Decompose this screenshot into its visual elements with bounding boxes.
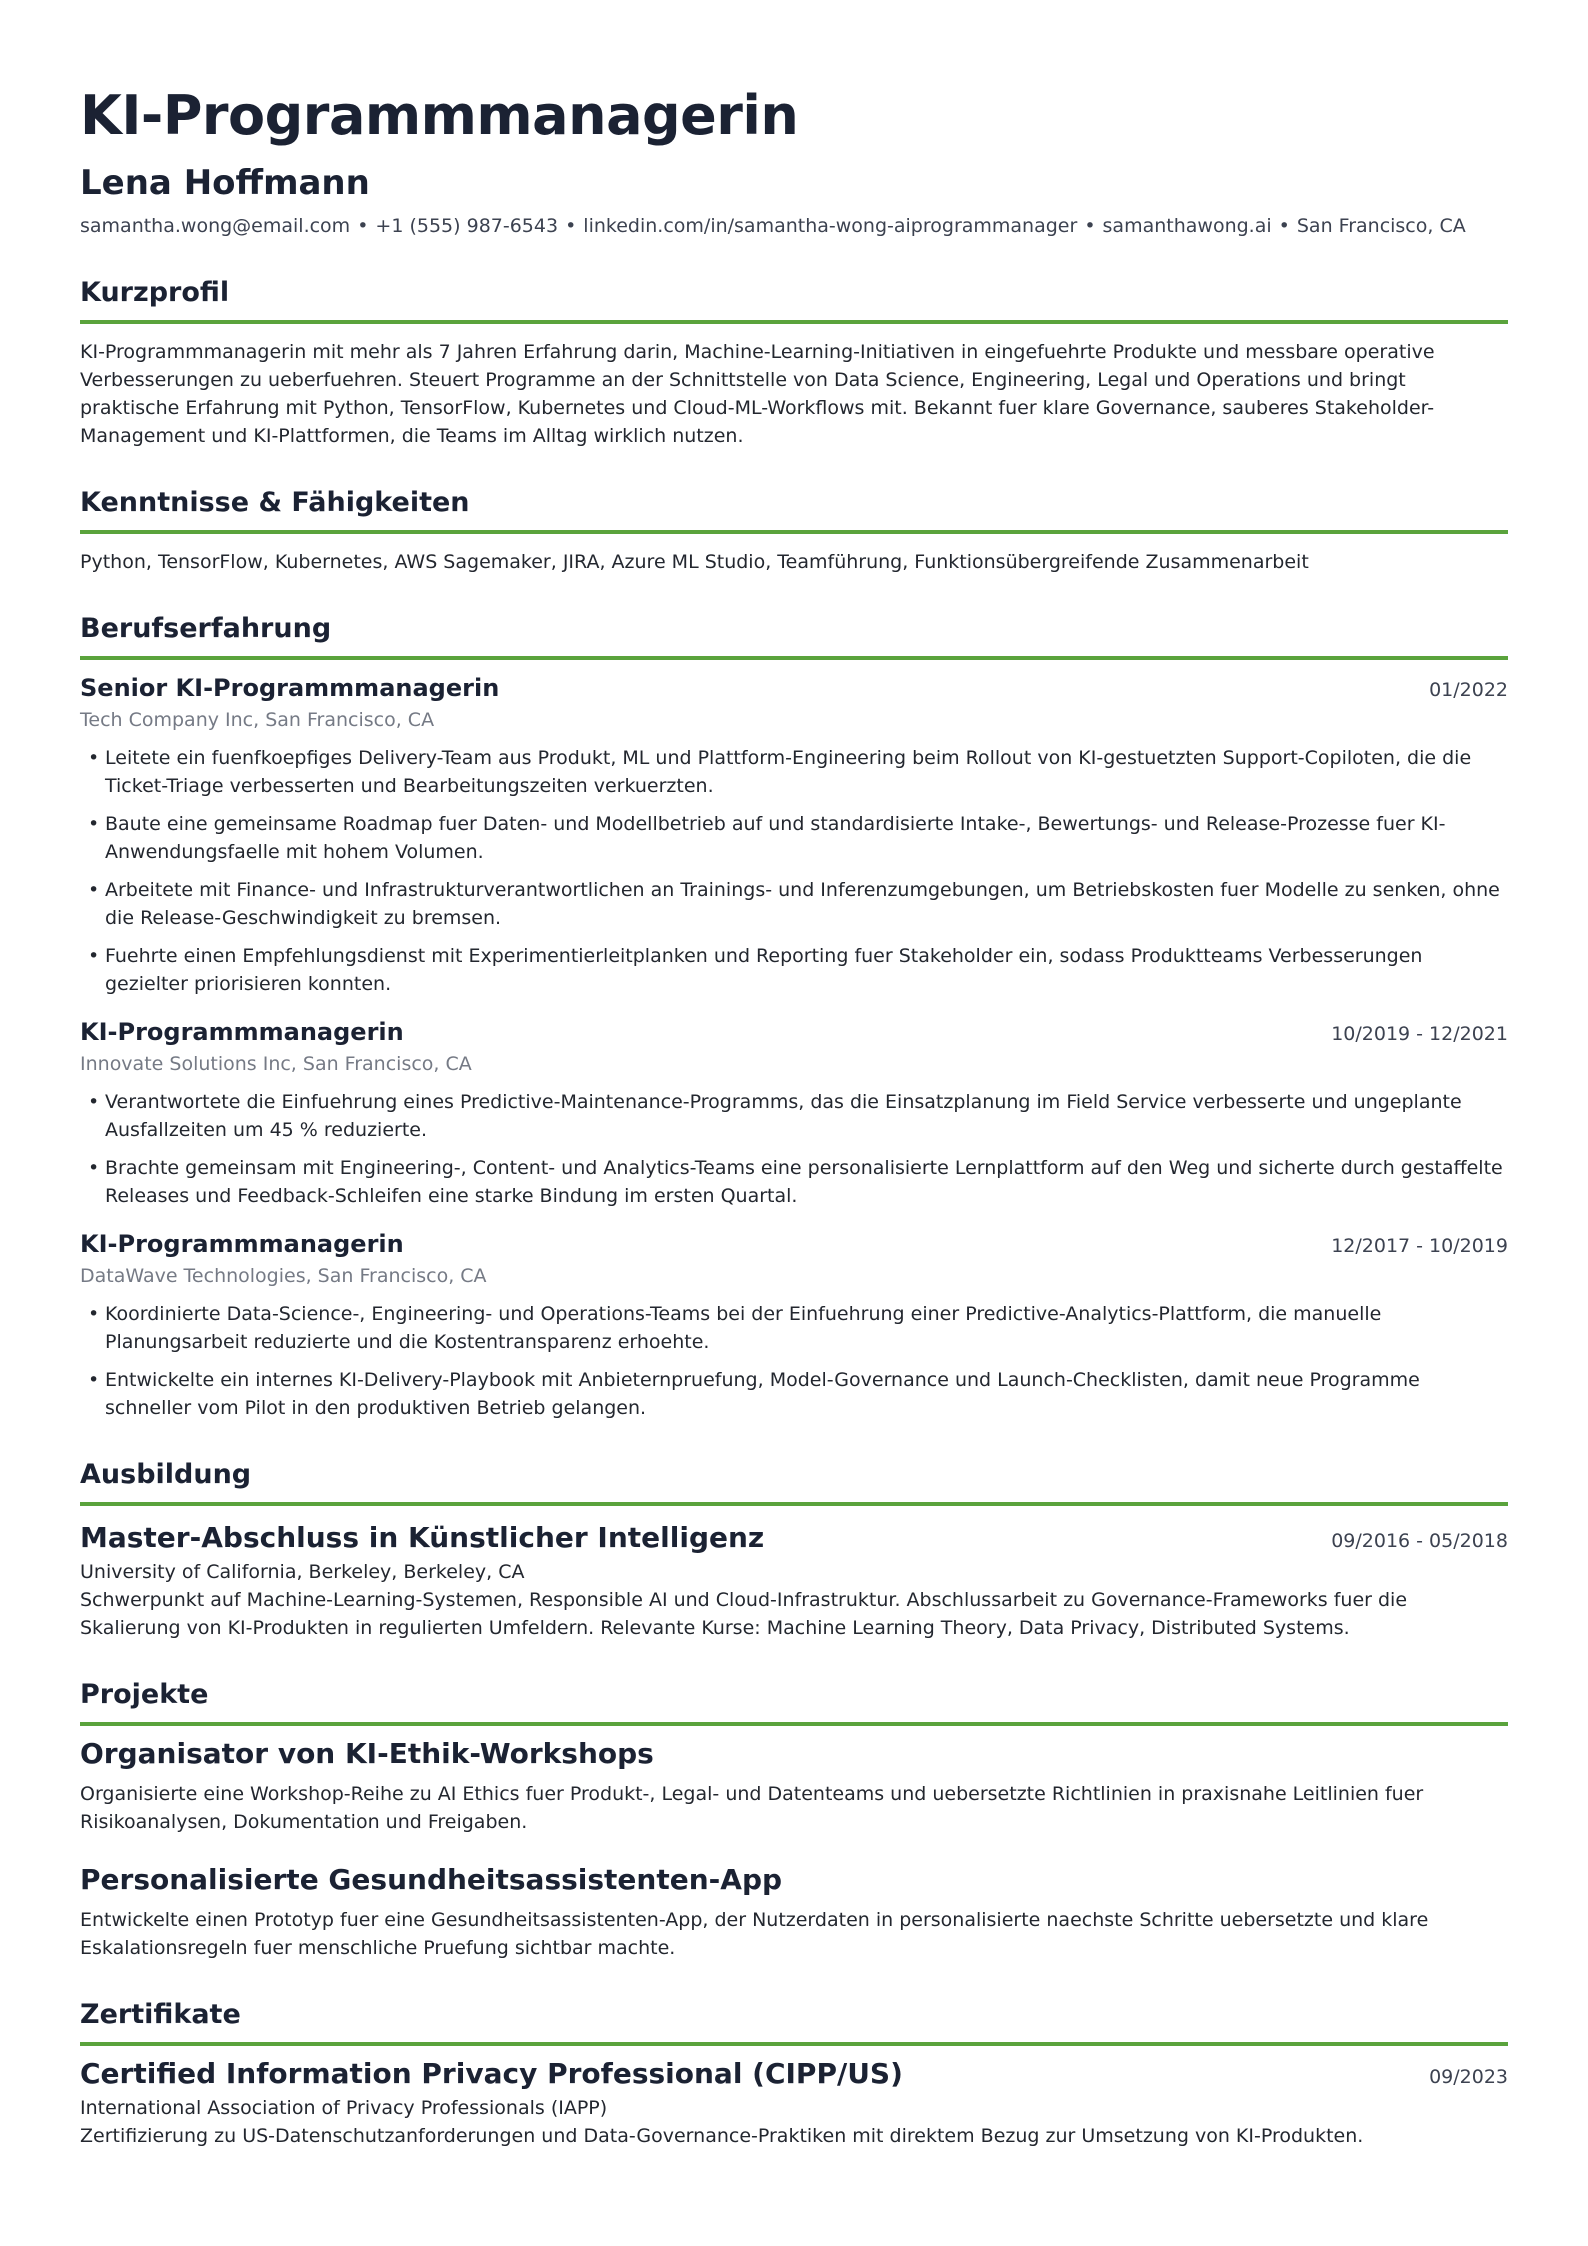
job-company: Innovate Solutions Inc, San Francisco, CA: [80, 1053, 472, 1075]
contact-separator: •: [1278, 215, 1290, 237]
certificate-description: Zertifizierung zu US-Datenschutzanforderungen und Data-Governance-Praktiken mit direktem Bezug zur Umsetzung von KI-Produkten.: [80, 2125, 1364, 2147]
projects-section: [80, 1678, 1508, 1962]
job-bullet: • Leitete ein fuenfkoepfiges Delivery-Team aus Produkt, ML und Plattform-Engineering beim Rollout von KI-gestuetzten Support-Copiloten, die die Ticket-Triage verbesserten und Bearbeitungszeiten verkuerzten.: [80, 744, 1508, 800]
contact-phone: +1 (555) 987-6543: [375, 215, 559, 237]
job-title: KI-Programmmanagerin: [80, 1018, 404, 1046]
skills-text: Python, TensorFlow, Kubernetes, AWS Sagemaker, JIRA, Azure ML Studio, Teamführung, Funktionsübergreifende Zusammenarbeit: [80, 551, 1309, 573]
job-bullets: [80, 744, 1508, 998]
section-heading-education: Ausbildung: [80, 1458, 1508, 1506]
education-school: University of California, Berkeley, Berkeley, CA: [80, 1561, 525, 1583]
job-company: DataWave Technologies, San Francisco, CA: [80, 1265, 487, 1287]
job-company: Tech Company Inc, San Francisco, CA: [80, 709, 435, 731]
certificate-title: Certified Information Privacy Professional (CIPP/US): [80, 2057, 903, 2090]
job-entry: [80, 672, 1508, 998]
section-heading-skills: Kenntnisse & Fähigkeiten: [80, 486, 1508, 534]
education-date: 09/2016 - 05/2018: [1331, 1530, 1508, 1552]
resume-header: [80, 84, 1508, 240]
summary-text: KI-Programmmanagerin mit mehr als 7 Jahren Erfahrung darin, Machine-Learning-Initiativen in eingefuehrte Produkte und messbare operative Verbesserungen zu ueberfuehren. Steuert Programme an der Schnittstelle von Data Science, Engineering, Legal und Operations und bringt praktische Erfahrung mit Python, TensorFlow, Kubernetes und Cloud-ML-Workflows mit. Bekannt fuer klare Governance, sauberes Stakeholder-Management und KI-Plattformen, die Teams im Alltag wirklich nutzen.: [80, 341, 1435, 447]
section-heading-certificates: Zertifikate: [80, 1998, 1508, 2046]
project-description: Entwickelte einen Prototyp fuer eine Gesundheitsassistenten-App, der Nutzerdaten in personalisierte naechste Schritte uebersetzte und klare Eskalationsregeln fuer menschliche Pruefung sichtbar machte.: [80, 1909, 1429, 1959]
job-date: 10/2019 - 12/2021: [1331, 1023, 1508, 1045]
section-heading-summary: Kurzprofil: [80, 276, 1508, 324]
project-entry: [80, 1862, 1508, 1962]
contact-website: samanthawong.ai: [1102, 215, 1272, 237]
contact-separator: •: [357, 215, 369, 237]
education-section: [80, 1458, 1508, 1642]
job-bullets: [80, 1300, 1508, 1422]
job-title: KI-Programmmanagerin: [80, 1230, 404, 1258]
page-title: KI-Programmmanagerin: [80, 84, 799, 147]
certificates-section: [80, 1998, 1508, 2150]
certificate-entry: [80, 2056, 1508, 2150]
job-bullet: • Verantwortete die Einfuehrung eines Predictive-Maintenance-Programms, das die Einsatzplanung im Field Service verbesserte und ungeplante Ausfallzeiten um 45 % reduzierte.: [80, 1088, 1508, 1144]
certificate-date: 09/2023: [1429, 2066, 1508, 2088]
contact-linkedin: linkedin.com/in/samantha-wong-aiprogrammanager: [583, 215, 1078, 237]
contact-separator: •: [1084, 215, 1096, 237]
education-description: Schwerpunkt auf Machine-Learning-Systemen, Responsible AI und Cloud-Infrastruktur. Abschlussarbeit zu Governance-Frameworks fuer die Skalierung von KI-Produkten in regulierten Umfeldern. Relevante Kurse: Machine Learning Theory, Data Privacy, Distributed Systems.: [80, 1589, 1408, 1639]
skills-section: [80, 486, 1508, 576]
job-bullet: • Koordinierte Data-Science-, Engineering- und Operations-Teams bei der Einfuehrung einer Predictive-Analytics-Plattform, die manuelle Planungsarbeit reduzierte und die Kostentransparenz erhoehte.: [80, 1300, 1508, 1356]
job-bullet: • Fuehrte einen Empfehlungsdienst mit Experimentierleitplanken und Reporting fuer Stakeholder ein, sodass Produktteams Verbesserungen gezielter priorisieren konnten.: [80, 942, 1508, 998]
section-heading-projects: Projekte: [80, 1678, 1508, 1726]
contact-separator: •: [565, 215, 577, 237]
job-bullet: • Entwickelte ein internes KI-Delivery-Playbook mit Anbieternpruefung, Model-Governance und Launch-Checklisten, damit neue Programme schneller vom Pilot in den produktiven Betrieb gelangen.: [80, 1366, 1508, 1422]
job-bullets: [80, 1088, 1508, 1210]
job-title: Senior KI-Programmmanagerin: [80, 674, 500, 702]
certificate-issuer: International Association of Privacy Professionals (IAPP): [80, 2097, 608, 2119]
experience-section: [80, 612, 1508, 1422]
person-name: Lena Hoffmann: [80, 163, 370, 203]
education-degree: Master-Abschluss in Künstlicher Intelligenz: [80, 1521, 765, 1554]
job-bullet: • Arbeitete mit Finance- und Infrastrukturverantwortlichen an Trainings- und Inferenzumgebungen, um Betriebskosten fuer Modelle zu senken, ohne die Release-Geschwindigkeit zu bremsen.: [80, 876, 1508, 932]
contact-location: San Francisco, CA: [1296, 215, 1466, 237]
job-entry: [80, 1228, 1508, 1422]
project-title: Personalisierte Gesundheitsassistenten-App: [80, 1863, 783, 1896]
summary-section: [80, 276, 1508, 450]
project-entry: [80, 1736, 1508, 1836]
job-date: 01/2022: [1429, 679, 1508, 701]
contact-email: samantha.wong@email.com: [80, 215, 351, 237]
job-bullet: • Baute eine gemeinsame Roadmap fuer Daten- und Modellbetrieb auf und standardisierte Intake-, Bewertungs- und Release-Prozesse fuer KI-Anwendungsfaelle mit hohem Volumen.: [80, 810, 1508, 866]
job-date: 12/2017 - 10/2019: [1331, 1235, 1508, 1257]
section-heading-experience: Berufserfahrung: [80, 612, 1508, 660]
job-entry: [80, 1016, 1508, 1210]
project-description: Organisierte eine Workshop-Reihe zu AI Ethics fuer Produkt-, Legal- und Datenteams und uebersetzte Richtlinien in praxisnahe Leitlinien fuer Risikoanalysen, Dokumentation und Freigaben.: [80, 1783, 1424, 1833]
job-bullet: • Brachte gemeinsam mit Engineering-, Content- und Analytics-Teams eine personalisierte Lernplattform auf den Weg und sicherte durch gestaffelte Releases und Feedback-Schleifen eine starke Bindung im ersten Quartal.: [80, 1154, 1508, 1210]
project-title: Organisator von KI-Ethik-Workshops: [80, 1737, 654, 1770]
education-entry: [80, 1520, 1508, 1642]
contact-line: [80, 212, 1508, 240]
